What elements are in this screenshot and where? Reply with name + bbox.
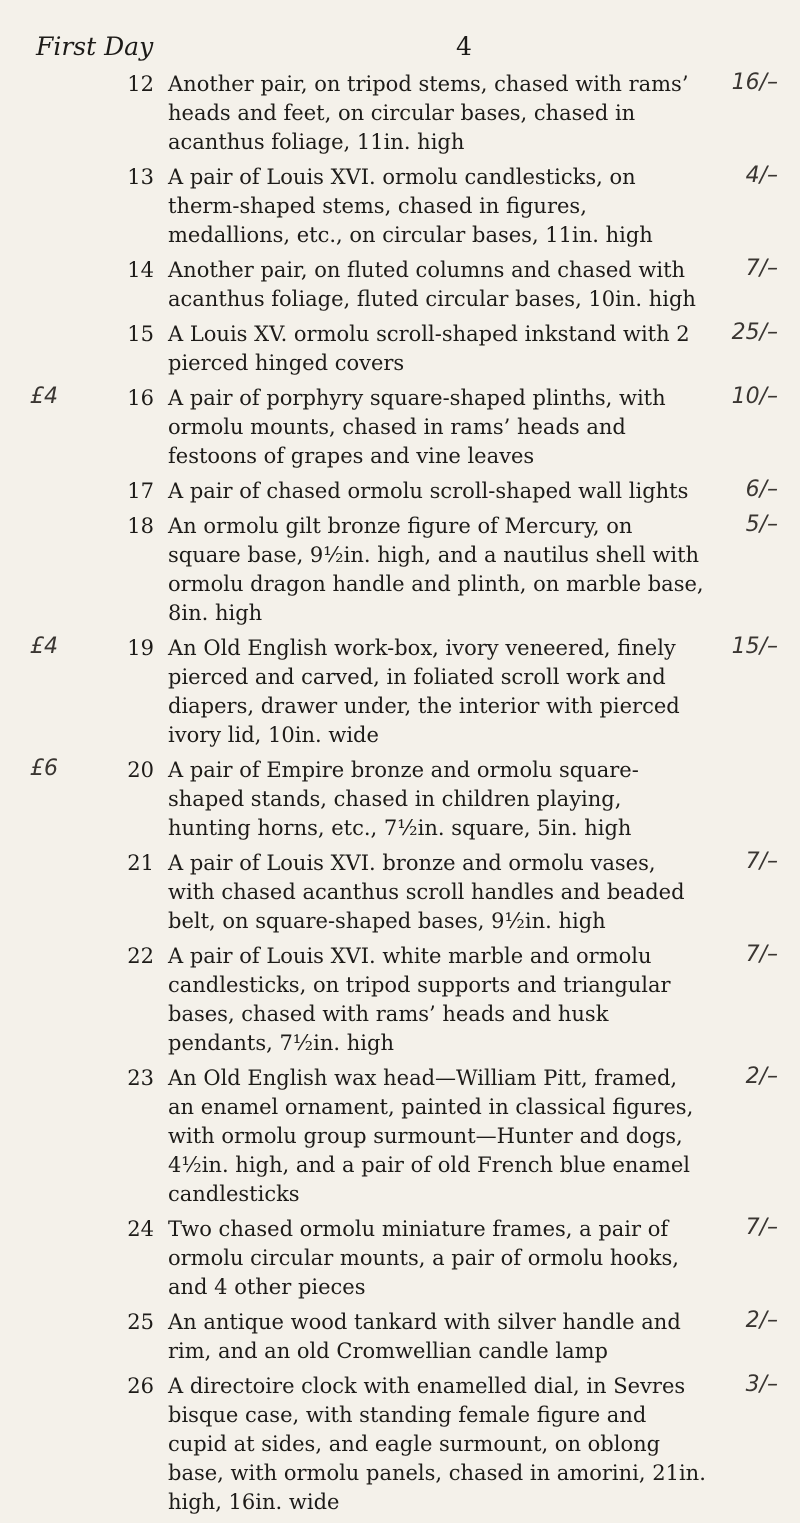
handwritten-note-left: £4 <box>30 634 58 659</box>
lot-item <box>0 512 800 628</box>
handwritten-note-right: 6/– <box>745 477 778 502</box>
lot-description: A pair of chased ormolu scroll-shaped wall lights <box>168 479 689 503</box>
lot-item <box>0 1215 800 1302</box>
lot-number: 18 <box>127 514 154 538</box>
lot-item <box>0 320 800 378</box>
lot-item <box>0 1372 800 1517</box>
page-number: 4 <box>456 32 472 61</box>
lot-item <box>0 256 800 314</box>
lot-item <box>0 70 800 157</box>
handwritten-note-right: 5/– <box>745 512 778 537</box>
lot-number: 24 <box>127 1217 154 1241</box>
handwritten-note-right: 2/– <box>745 1308 778 1333</box>
lot-description: An ormolu gilt bronze figure of Mercury, on square base, 9½in. high, and a nautilus shell with ormolu dragon handle and plinth, on marble base, 8in. high <box>168 514 704 625</box>
handwritten-note-right: 25/– <box>731 320 778 345</box>
lot-number: 13 <box>127 165 154 189</box>
lot-description: An Old English wax head—William Pitt, framed, an enamel ornament, painted in classical figures, with ormolu group surmount—Hunter and dogs, 4½in. high, and a pair of old French blue enamel candlesticks <box>168 1066 694 1206</box>
lot-number: 12 <box>127 72 154 96</box>
page-header <box>36 32 756 61</box>
lot-number: 20 <box>127 758 154 782</box>
lot-number: 23 <box>127 1066 154 1090</box>
lot-description: A pair of Louis XVI. white marble and ormolu candlesticks, on tripod supports and triangular bases, chased with rams’ heads and husk pendants, 7½in. high <box>168 944 671 1055</box>
handwritten-note-right: 4/– <box>745 163 778 188</box>
lot-item <box>0 849 800 936</box>
lot-number: 25 <box>127 1310 154 1334</box>
handwritten-note-right: 16/– <box>731 70 778 95</box>
lot-description: A pair of Empire bronze and ormolu square-shaped stands, chased in children playing, hunting horns, etc., 7½in. square, 5in. high <box>168 758 639 840</box>
lot-item <box>0 1308 800 1366</box>
lot-item <box>0 942 800 1058</box>
handwritten-note-right: 2/– <box>745 1064 778 1089</box>
lot-number: 15 <box>127 322 154 346</box>
lot-item <box>0 1064 800 1209</box>
handwritten-note-right: 7/– <box>745 256 778 281</box>
handwritten-note-right: 7/– <box>745 849 778 874</box>
lot-description: Another pair, on fluted columns and chased with acanthus foliage, fluted circular bases, 10in. high <box>168 258 696 311</box>
lot-description: A pair of Louis XVI. bronze and ormolu vases, with chased acanthus scroll handles and beaded belt, on square-shaped bases, 9½in. high <box>168 851 685 933</box>
lot-item <box>0 634 800 750</box>
lot-item <box>0 477 800 506</box>
lot-number: 21 <box>127 851 154 875</box>
lot-description: A pair of porphyry square-shaped plinths, with ormolu mounts, chased in rams’ heads and festoons of grapes and vine leaves <box>168 386 666 468</box>
lot-number: 22 <box>127 944 154 968</box>
lot-item <box>0 163 800 250</box>
handwritten-note-right: 3/– <box>745 1372 778 1397</box>
lot-number: 19 <box>127 636 154 660</box>
lot-list <box>0 70 800 1523</box>
handwritten-note-right: 7/– <box>745 942 778 967</box>
lot-description: A pair of Louis XVI. ormolu candlesticks, on therm-shaped stems, chased in figures, medallions, etc., on circular bases, 11in. high <box>168 165 653 247</box>
page-title: First Day <box>36 32 154 61</box>
lot-item <box>0 756 800 843</box>
lot-number: 17 <box>127 479 154 503</box>
handwritten-note-left: £6 <box>30 756 58 781</box>
handwritten-note-left: £4 <box>30 384 58 409</box>
lot-description: A directoire clock with enamelled dial, in Sevres bisque case, with standing female figure and cupid at sides, and eagle surmount, on oblong base, with ormolu panels, chased in amorini, 21in. high, 16in. wide <box>168 1374 706 1514</box>
lot-description: An antique wood tankard with silver handle and rim, and an old Cromwellian candle lamp <box>168 1310 681 1363</box>
handwritten-note-right: 7/– <box>745 1215 778 1240</box>
lot-number: 14 <box>127 258 154 282</box>
handwritten-note-right: 10/– <box>731 384 778 409</box>
lot-description: Two chased ormolu miniature frames, a pair of ormolu circular mounts, a pair of ormolu hooks, and 4 other pieces <box>168 1217 679 1299</box>
lot-description: A Louis XV. ormolu scroll-shaped inkstand with 2 pierced hinged covers <box>168 322 690 375</box>
lot-item <box>0 384 800 471</box>
lot-description: An Old English work-box, ivory veneered, finely pierced and carved, in foliated scroll work and diapers, drawer under, the interior with pierced ivory lid, 10in. wide <box>168 636 680 747</box>
lot-number: 26 <box>127 1374 154 1398</box>
lot-number: 16 <box>127 386 154 410</box>
handwritten-note-right: 15/– <box>731 634 778 659</box>
lot-description: Another pair, on tripod stems, chased with rams’ heads and feet, on circular bases, chased in acanthus foliage, 11in. high <box>168 72 689 154</box>
